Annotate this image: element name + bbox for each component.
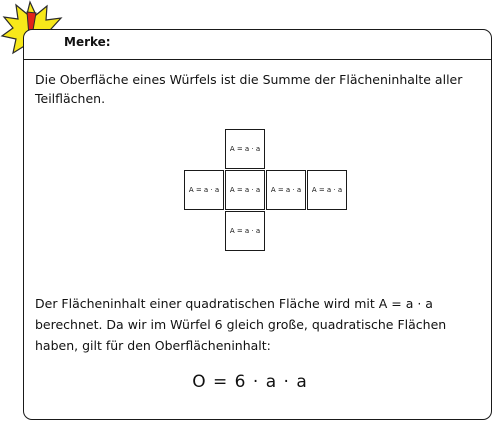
net-square-bottom: A = a · a (225, 211, 265, 251)
explanation-text: Der Flächeninhalt einer quadratischen Fläche wird mit A = a · a berechnet. Da wir im Würfel 6 gleich große, quadratische Flächen haben, gilt für den Oberflächeninhalt: (35, 296, 447, 353)
card-title: Merke: (64, 35, 111, 49)
cube-net (184, 129, 350, 253)
net-square-right-2: A = a · a (307, 170, 347, 210)
net-square-right-1: A = a · a (266, 170, 306, 210)
definition-text: Die Oberfläche eines Würfels ist die Summe der Flächeninhalte aller Teilflächen. (35, 72, 463, 106)
net-square-left: A = a · a (184, 170, 224, 210)
surface-formula: O = 6 · a · a (192, 372, 308, 392)
card-header (24, 30, 491, 60)
net-square-top: A = a · a (225, 129, 265, 169)
net-square-center: A = a · a (225, 170, 265, 210)
